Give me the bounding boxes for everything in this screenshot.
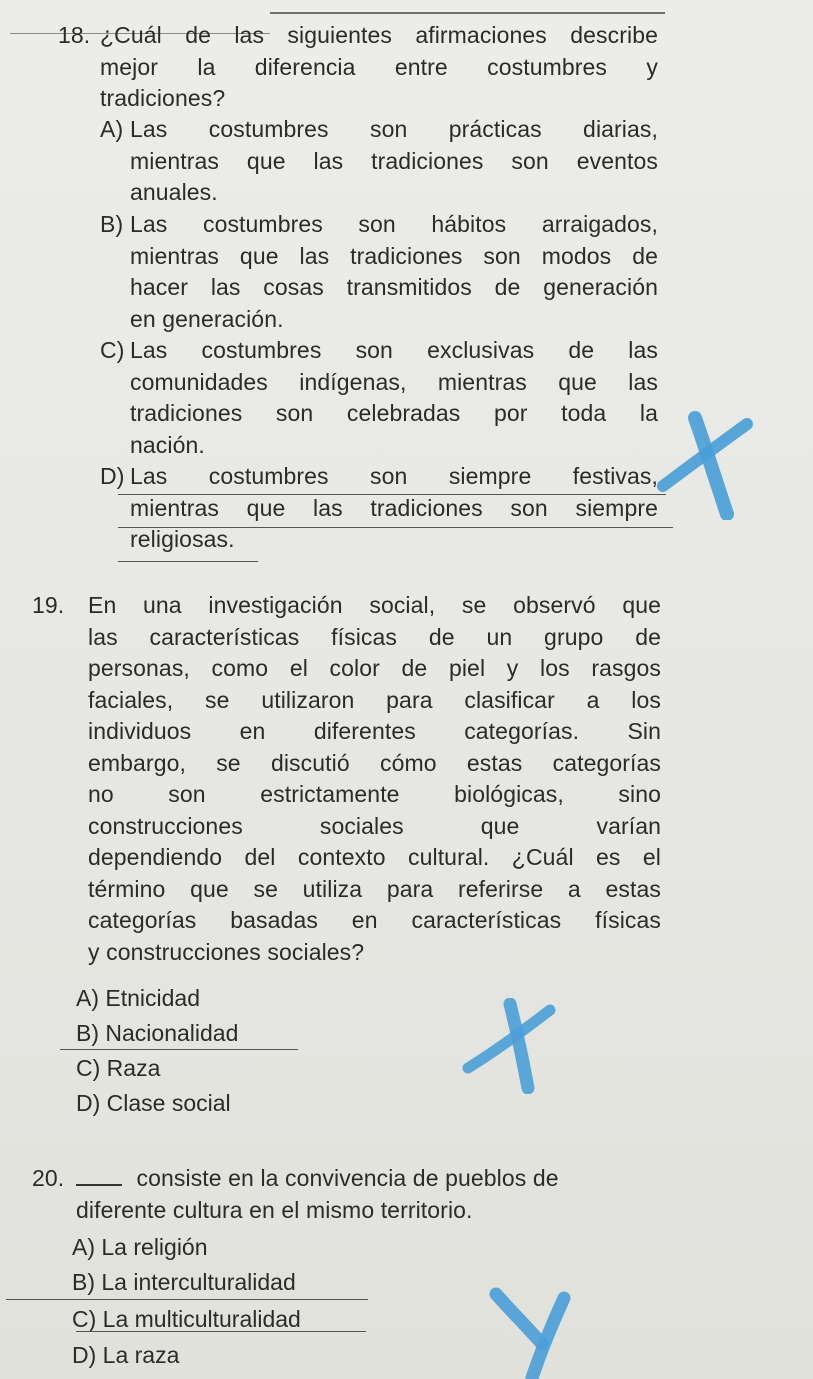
option-line: en generación. [130,305,284,332]
option-letter: C) [100,337,125,363]
option-letter: A) [72,1234,95,1260]
option-line: Las costumbres son exclusivas de las [130,337,658,363]
option-18d[interactable] [130,461,658,556]
stem-line: personas, como el color de piel y los rasgos [88,655,661,681]
option-18c[interactable] [130,335,658,461]
option-19b[interactable] [76,1018,238,1050]
option-20a[interactable] [72,1232,208,1264]
stem-line: ¿Cuál de las siguientes afirmaciones describe [100,22,658,48]
top-rule [270,12,665,14]
option-letter: C) [76,1055,101,1081]
blue-x-mark-icon [655,410,760,520]
pencil-underline [6,1299,368,1300]
option-19a[interactable] [76,983,200,1015]
option-line: mientras que las tradiciones son modos de [130,242,658,269]
question-stem [76,1163,676,1226]
option-text: La multiculturalidad [102,1306,301,1332]
stem-line: dependiendo del contexto cultural. ¿Cuál es el [88,844,661,870]
option-line: mientras que las tradiciones son siempre [130,494,658,521]
option-letter: A) [100,116,124,142]
stem-line: En una investigación social, se observó que [88,592,661,618]
stem-line: no son estrictamente biológicas, sino [88,781,661,807]
stem-line: y construcciones sociales? [88,938,365,965]
option-line: tradiciones son celebradas por toda la [130,400,658,426]
question-number: 19. [32,592,65,618]
option-letter: D) [76,1090,101,1116]
pencil-underline [118,561,258,562]
option-line: Las costumbres son siempre festivas, [130,463,658,489]
question-stem [100,20,658,115]
pencil-underline [60,1049,298,1050]
stem-line: categorías basadas en características físicas [88,907,661,933]
option-text: La religión [101,1234,208,1260]
option-text: Etnicidad [105,985,201,1011]
option-letter: B) [100,211,124,237]
option-line: anuales. [130,179,218,205]
pencil-underline [76,1331,366,1332]
option-18b[interactable] [130,209,658,335]
stem-line: las características físicas de un grupo de [88,623,661,650]
option-letter: A) [76,985,99,1011]
fill-in-blank[interactable] [76,1164,122,1186]
stem-line: individuos en diferentes categorías. Sin [88,718,661,744]
question-stem [88,590,661,968]
option-line: comunidades indígenas, mientras que las [130,368,658,395]
option-text: La interculturalidad [101,1269,296,1295]
stem-line: tradiciones? [100,85,226,111]
option-line: mientras que las tradiciones son eventos [130,147,658,174]
pencil-underline [118,494,666,495]
option-19d[interactable] [76,1088,231,1120]
option-letter: B) [76,1020,99,1046]
option-18a[interactable] [130,114,658,209]
blue-x-mark-icon [486,1286,576,1379]
option-line: hacer las cosas transmitidos de generación [130,274,658,300]
blue-x-mark-icon [458,998,558,1094]
stem-line: faciales, se utilizaron para clasificar a los [88,686,661,713]
stem-line: diferente cultura en el mismo territorio. [76,1196,473,1223]
option-line: nación. [130,431,205,458]
option-19c[interactable] [76,1053,160,1085]
question-number: 20. [32,1165,65,1191]
stem-line: mejor la diferencia entre costumbres y [100,53,658,80]
option-letter: D) [72,1342,97,1368]
option-line: religiosas. [130,526,235,552]
pencil-underline [118,527,673,528]
stem-line: término que se utiliza para referirse a estas [88,875,661,902]
option-line: Las costumbres son hábitos arraigados, [130,211,658,237]
stem-line: construcciones sociales que varían [88,812,661,839]
option-20b[interactable] [72,1267,296,1299]
question-number: 18. [58,22,91,48]
option-text: Nacionalidad [105,1020,239,1046]
option-letter: B) [72,1269,95,1295]
option-text: La raza [102,1342,180,1368]
option-20d[interactable] [72,1340,179,1372]
stem-line: embargo, se discutió cómo estas categorías [88,749,661,776]
option-text: Clase social [106,1090,231,1116]
stem-line: consiste en la convivencia de pueblos de [136,1165,559,1191]
option-letter: C) [72,1306,97,1332]
option-letter: D) [100,463,125,489]
option-line: Las costumbres son prácticas diarias, [130,116,658,142]
option-text: Raza [106,1055,161,1081]
